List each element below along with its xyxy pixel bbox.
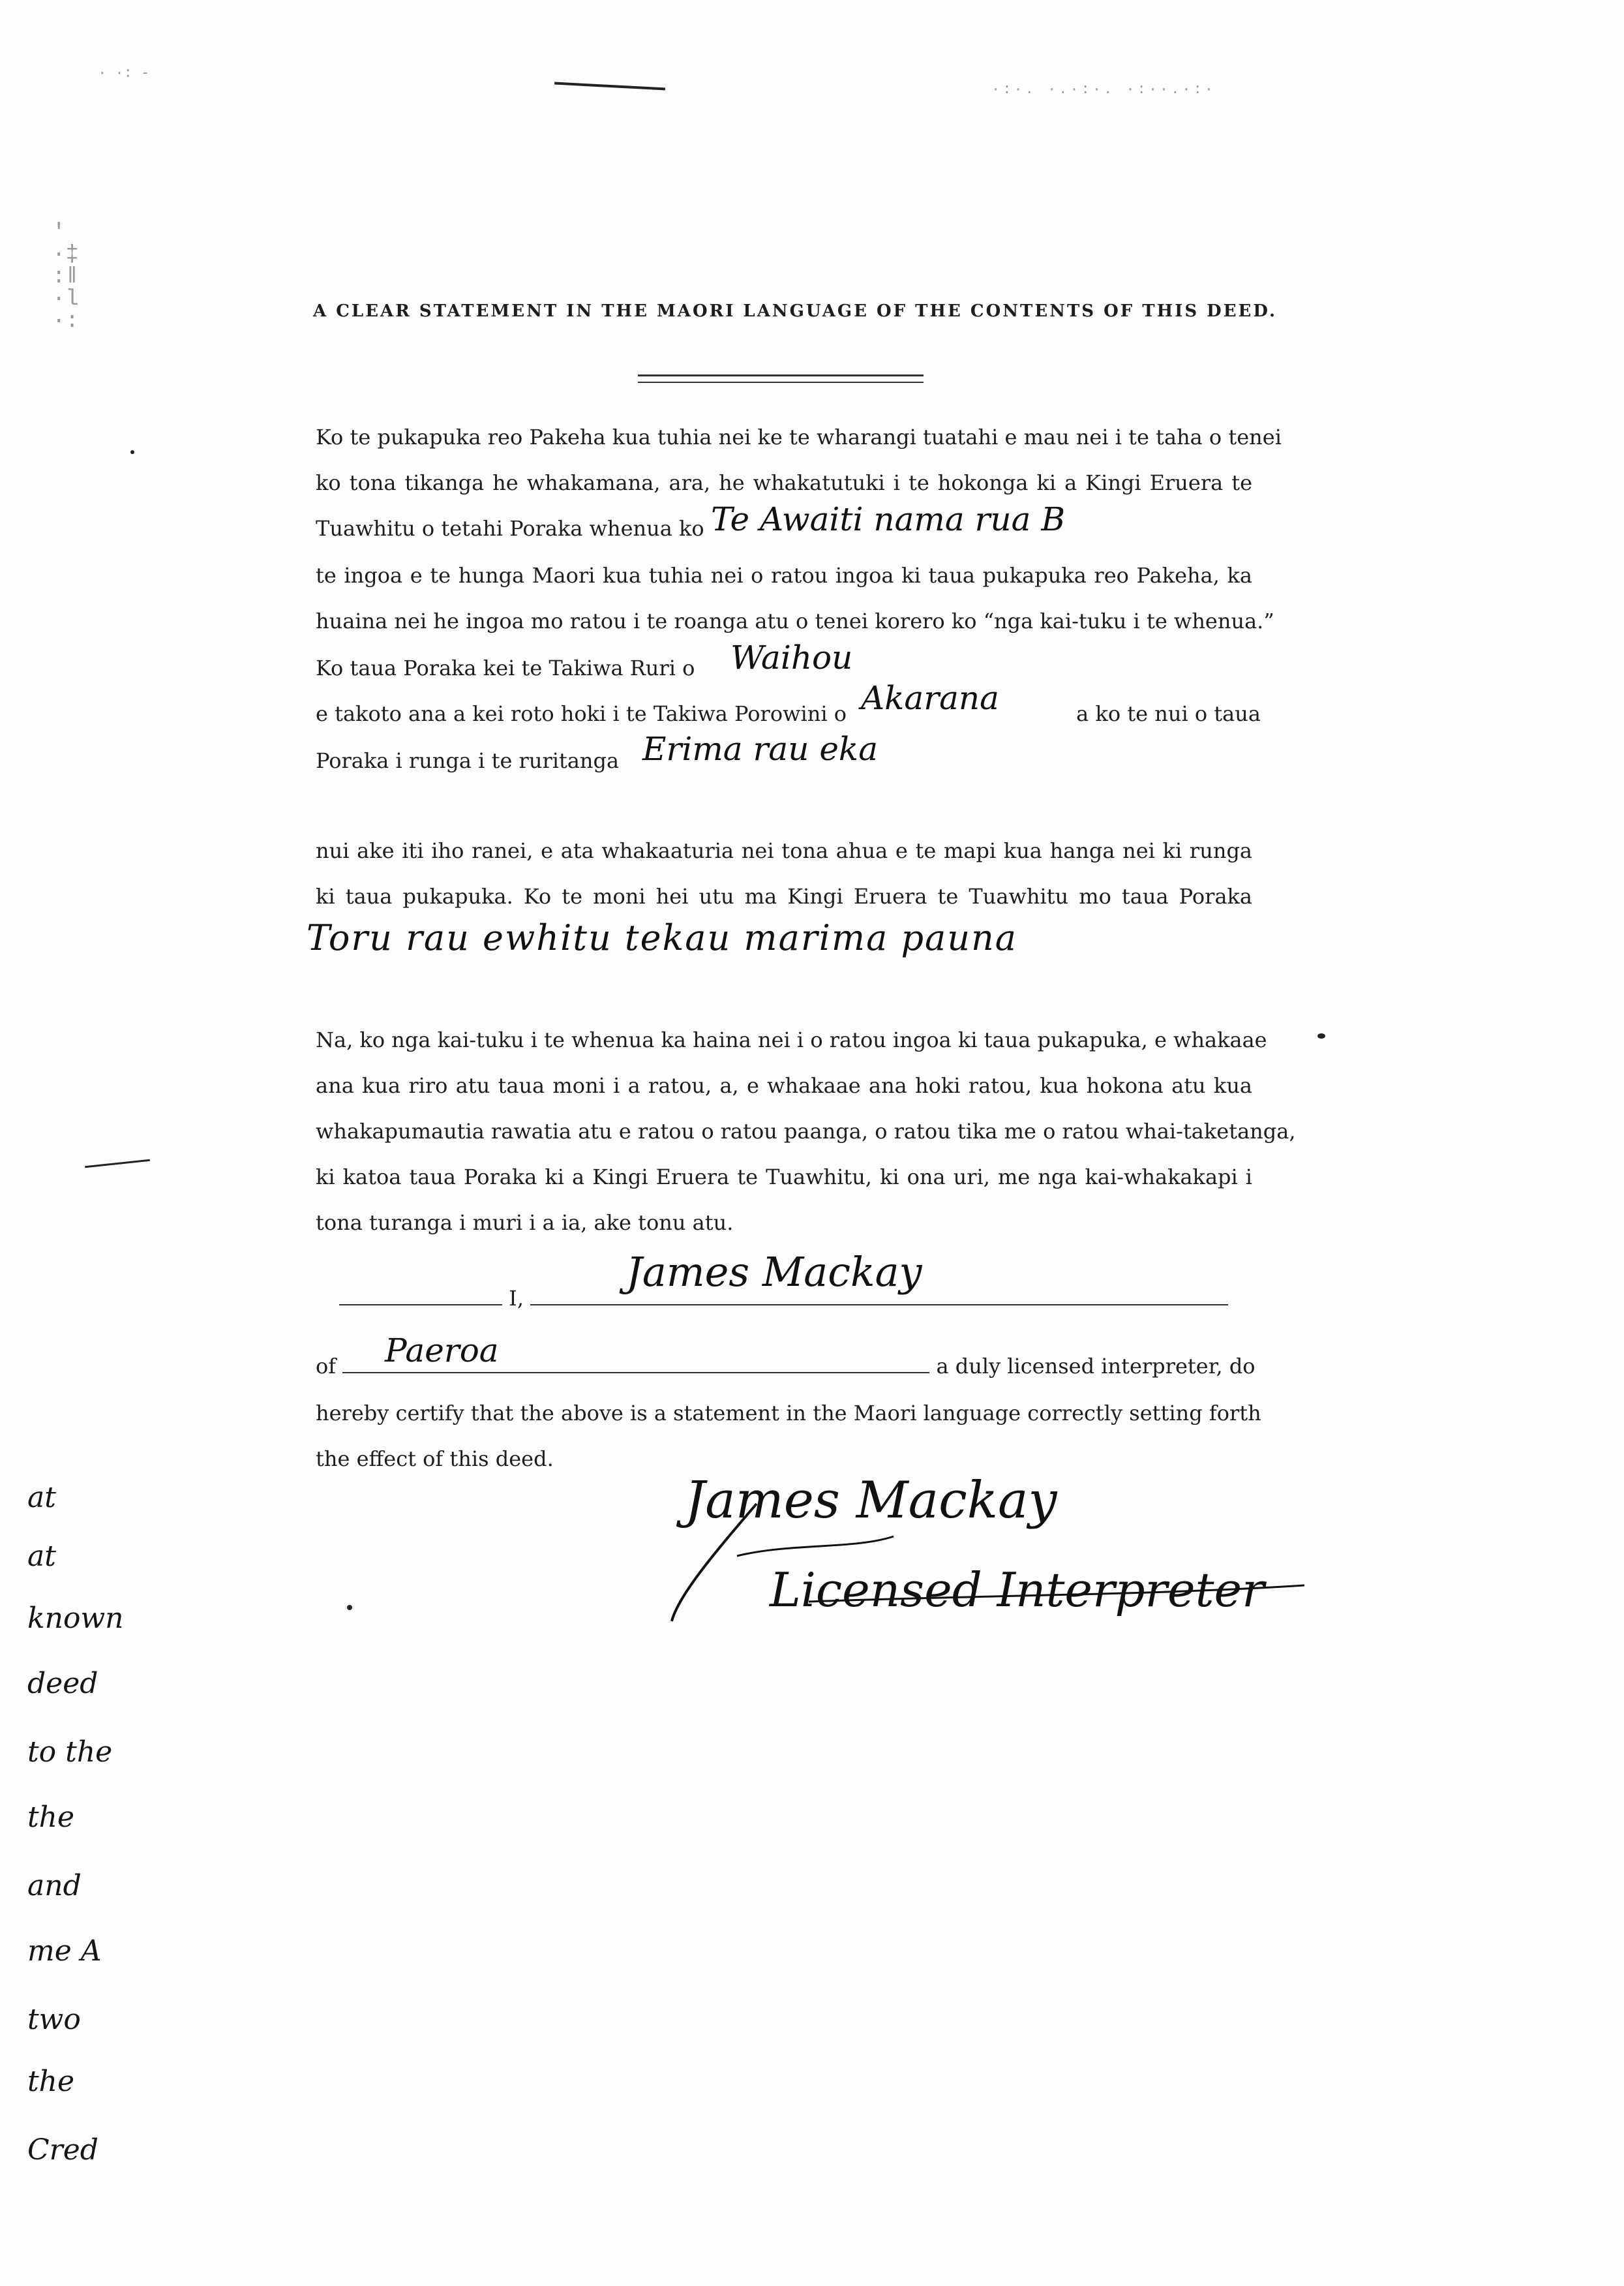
stray-dot-3 (130, 450, 134, 454)
interpreter-signature (659, 1471, 1324, 1641)
margin-note-8: me A (27, 1934, 102, 1968)
area-handwritten: Erima rau eka (642, 730, 879, 768)
para1-line5: huaina nei he ingoa mo ratou i te roanga atu o tenei korero ko “nga kai-tuku i te whenua.” (316, 609, 1274, 633)
stray-stroke-left (85, 1159, 150, 1168)
certificate-of-label: of (316, 1354, 337, 1379)
document-title: A CLEAR STATEMENT IN THE MAORI LANGUAGE OF THE CONTENTS OF THIS DEED. (313, 301, 1278, 321)
para1-line7 (316, 701, 847, 727)
signature-role: Licensed Interpreter (770, 1562, 1265, 1617)
interpreter-name-blank-right (530, 1304, 1228, 1305)
block-name-handwritten: Te Awaiti nama rua B (711, 500, 1066, 538)
para1-line4: te ingoa e te hunga Maori kua tuhia nei o ratou ingoa ki taua pukapuka reo Pakeha, ka (316, 563, 1252, 588)
certificate-line3: hereby certify that the above is a statement in the Maori language correctly setting forth (316, 1401, 1261, 1425)
para1-line1: Ko te pukapuka reo Pakeha kua tuhia nei ke te wharangi tuatahi e mau nei i te taha o tenei (316, 425, 1282, 450)
signature-flourish (659, 1471, 1324, 1641)
margin-note-2: at (27, 1540, 56, 1573)
para1-line7-suffix: a ko te nui o taua (1076, 701, 1261, 726)
para3-line3: whakapumautia rawatia atu e ratou o ratou paanga, o ratou tika me o ratou whai-taketanga, (316, 1119, 1296, 1144)
para1-line2: ko tona tikanga he whakamana, ara, he whakatutuki i te hokonga ki a Kingi Eruera te (316, 470, 1252, 495)
province-handwritten: Akarana (861, 679, 999, 717)
margin-note-10: the (27, 2065, 75, 2098)
para1-line7-end (1070, 701, 1261, 727)
interpreter-name-handwritten: James Mackay (626, 1248, 922, 1296)
place-handwritten: Paeroa (385, 1332, 499, 1369)
certificate-i-label: I, (509, 1286, 524, 1311)
margin-note-9: two (27, 2003, 81, 2036)
para3-line5: tona turanga i muri i a ia, ake tonu atu. (316, 1210, 734, 1235)
margin-note-4: deed (27, 1667, 98, 1700)
para1-line8-text: Poraka i runga i te ruritanga (316, 748, 620, 773)
title-rule (638, 374, 924, 383)
margin-note-3: known (27, 1602, 124, 1635)
scan-noise-top-left: · ·: - (98, 65, 150, 82)
para1-line8 (316, 748, 619, 774)
scan-noise-top-right: ·:·. ·.·:·. ·:··.·:· (991, 82, 1216, 98)
stray-dot-2 (347, 1605, 352, 1610)
para2-line1: nui ake iti iho ranei, e ata whakaaturia nei tona ahua e te mapi kua hanga nei ki runga (316, 838, 1252, 863)
interpreter-name-blank-left (339, 1304, 502, 1305)
place-blank (342, 1372, 929, 1373)
margin-note-5: to the (27, 1735, 113, 1769)
stray-stroke-top (554, 82, 665, 91)
certificate-line4: the effect of this deed. (316, 1446, 554, 1471)
para1-line7-text: e takoto ana a kei roto hoki i te Takiwa Porowini o (316, 701, 847, 726)
margin-note-11: Cred (27, 2133, 98, 2167)
survey-district-handwritten: Waihou (730, 639, 853, 677)
margin-note-1: at (27, 1481, 56, 1514)
para3-line2: ana kua riro atu taua moni i a ratou, a, e whakaae ana hoki ratou, kua hokona atu kua (316, 1073, 1252, 1098)
price-handwritten: Toru rau ewhitu tekau marima pauna (307, 917, 1017, 958)
stray-dot-1 (1317, 1033, 1325, 1039)
scan-noise-left-edge: ʹ ·‡ :ǁ ·l ·: (52, 221, 79, 334)
para3-line4: ki katoa taua Poraka ki a Kingi Eruera te Tuawhitu, ki ona uri, me nga kai-whakakapi i (316, 1165, 1252, 1189)
para2-line2: ki taua pukapuka. Ko te moni hei utu ma Kingi Eruera te Tuawhitu mo taua Poraka (316, 884, 1252, 909)
para1-line6 (316, 655, 695, 681)
para1-line6-text: Ko taua Poraka kei te Takiwa Ruri o (316, 656, 695, 680)
para3-line1: Na, ko nga kai-tuku i te whenua ka haina nei i o ratou ingoa ki taua pukapuka, e whakaae (316, 1028, 1267, 1052)
margin-note-7: and (27, 1869, 82, 1902)
para1-line3 (316, 515, 704, 541)
para1-line3-text: Tuawhitu o tetahi Poraka whenua ko (316, 516, 704, 541)
certificate-line2-suffix: a duly licensed interpreter, do (936, 1354, 1256, 1379)
margin-note-6: the (27, 1801, 75, 1834)
signature-name: James Mackay (685, 1471, 1057, 1530)
